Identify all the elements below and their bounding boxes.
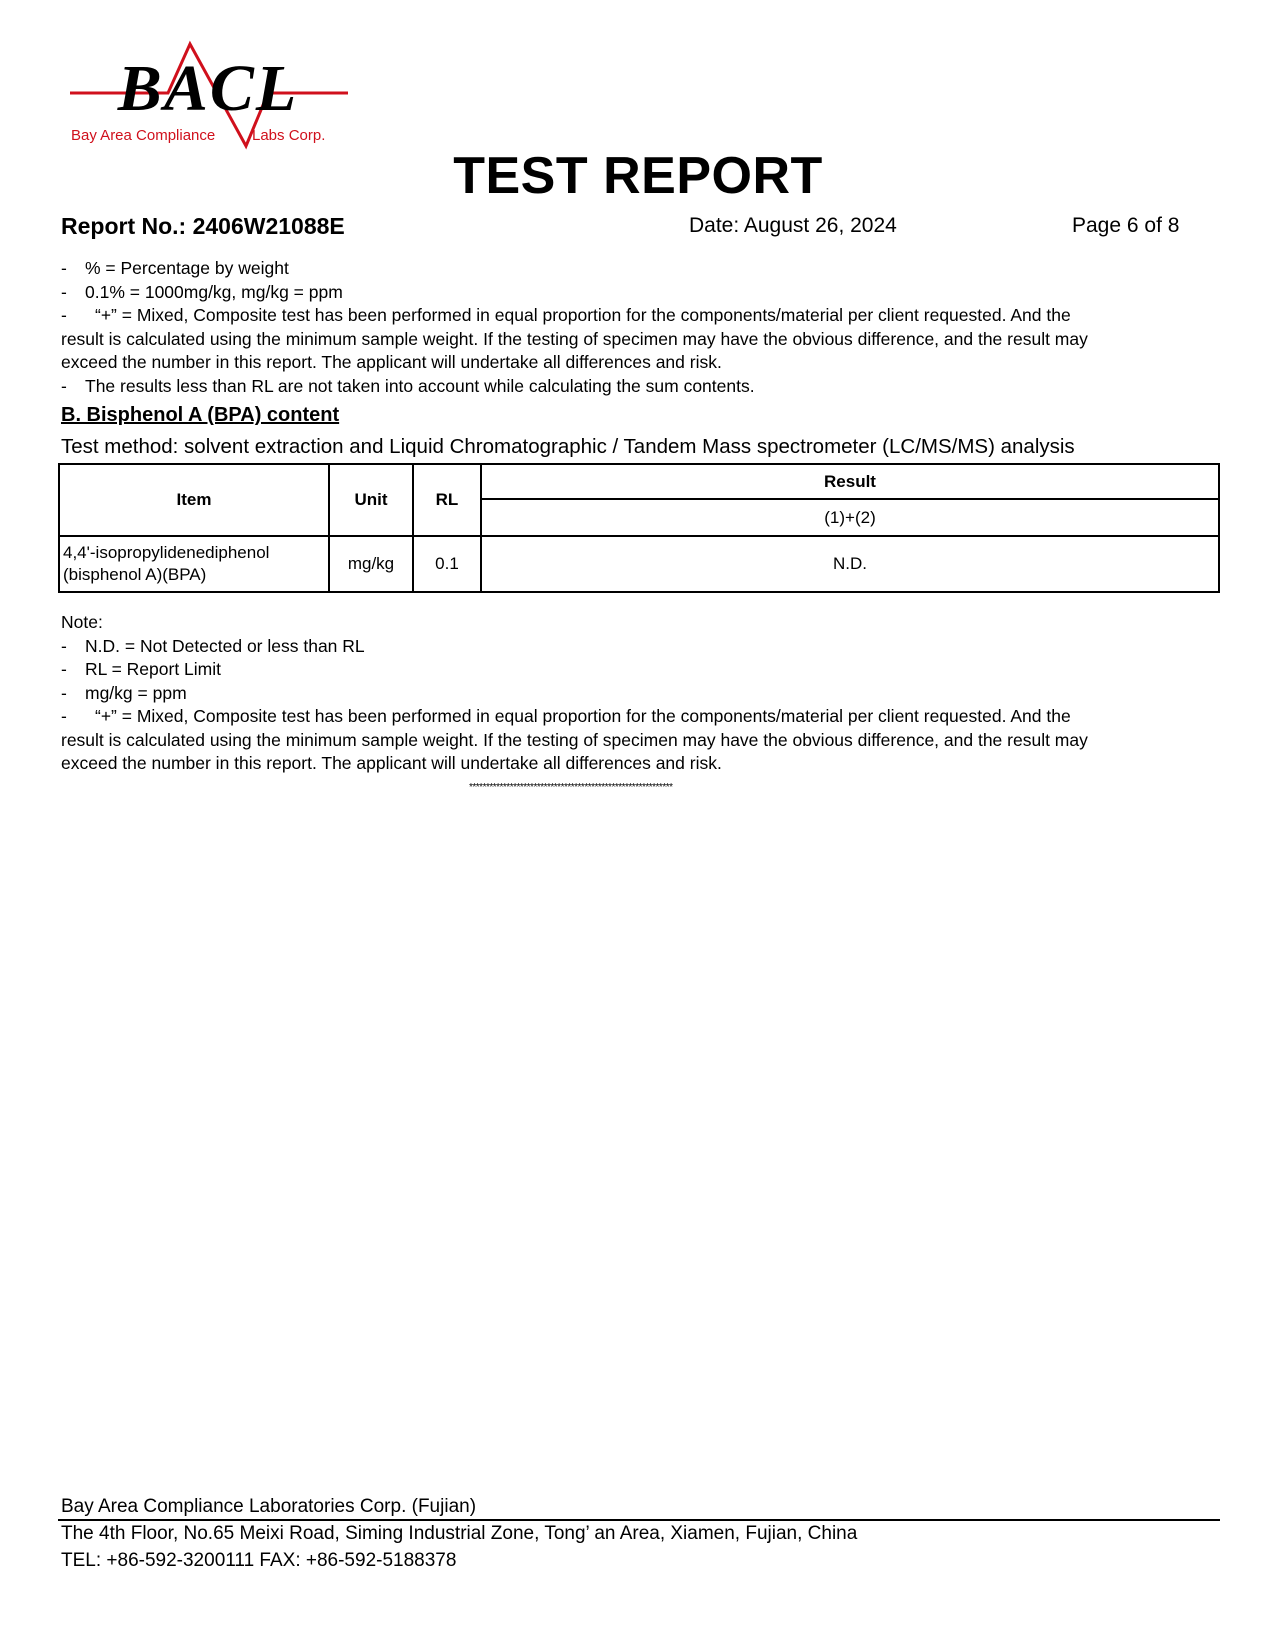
col-header-unit: Unit (329, 464, 413, 536)
footer-company: Bay Area Compliance Laboratories Corp. (Fujian) (61, 1496, 477, 1517)
footer-contact: TEL: +86-592-3200111 FAX: +86-592-5188378 (61, 1550, 457, 1571)
col-subheader-result: (1)+(2) (481, 499, 1219, 536)
test-method: Test method: solvent extraction and Liquid Chromatographic / Tandem Mass spectrometer (LC/MS/MS) analysis (61, 435, 1075, 458)
cell-item: 4,4'-isopropylidenediphenol (bisphenol A)(BPA) (59, 536, 329, 592)
col-header-result: Result (481, 464, 1219, 499)
results-table (58, 463, 1220, 593)
list-item-cont: result is calculated using the minimum sample weight. If the testing of specimen may have the obvious difference, and the result may (61, 729, 1088, 750)
list-item: - N.D. = Not Detected or less than RL (61, 635, 365, 656)
footer-divider (58, 1519, 1220, 1521)
list-item: - % = Percentage by weight (61, 258, 289, 278)
cell-result: N.D. (481, 536, 1219, 592)
cell-unit: mg/kg (329, 536, 413, 592)
end-marker: ************************************************************ (469, 782, 673, 793)
logo-right-text: Labs Corp. (252, 127, 326, 144)
table-row (59, 536, 1219, 592)
page-number: Page 6 of 8 (1072, 214, 1180, 237)
bacl-logo (68, 38, 358, 153)
report-number: Report No.: 2406W21088E (61, 213, 345, 239)
list-item: - mg/kg = ppm (61, 682, 187, 703)
list-item: - “+” = Mixed, Composite test has been performed in equal proportion for the components/material per client requested. And the (61, 305, 1071, 325)
list-item: - RL = Report Limit (61, 659, 222, 679)
logo-left-text: Bay Area Compliance (71, 127, 216, 144)
list-item: - “+” = Mixed, Composite test has been performed in equal proportion for the components/material per client requested. And the (61, 706, 1071, 726)
col-header-item: Item (59, 464, 329, 536)
report-date: Date: August 26, 2024 (689, 214, 897, 237)
section-heading: B. Bisphenol A (BPA) content (61, 404, 340, 426)
footer-address: The 4th Floor, No.65 Meixi Road, Siming Industrial Zone, Tong’ an Area, Xiamen, Fujian, China (61, 1523, 858, 1544)
list-item-cont: exceed the number in this report. The applicant will undertake all differences and risk. (61, 352, 722, 372)
cell-rl: 0.1 (413, 536, 481, 592)
col-header-rl: RL (413, 464, 481, 536)
list-item: - 0.1% = 1000mg/kg, mg/kg = ppm (61, 281, 343, 302)
page-title: TEST REPORT (453, 147, 823, 205)
top-notes (61, 257, 1221, 398)
logo-wordmark: BACL (117, 52, 299, 125)
list-item-cont: exceed the number in this report. The applicant will undertake all differences and risk. (61, 753, 722, 773)
notes (61, 611, 1221, 776)
list-item: - The results less than RL are not taken into account while calculating the sum contents. (61, 375, 755, 396)
list-item-cont: result is calculated using the minimum sample weight. If the testing of specimen may have the obvious difference, and the result may (61, 328, 1088, 349)
notes-label: Note: (61, 612, 103, 632)
